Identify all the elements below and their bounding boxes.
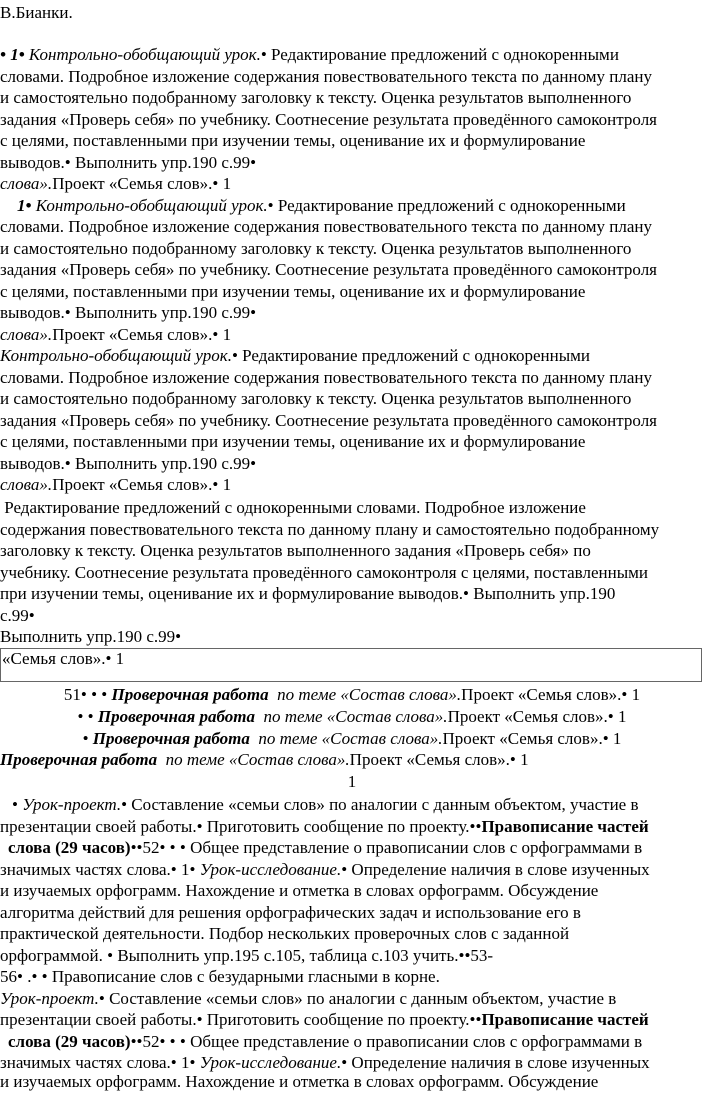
project-1-line-4: значимых частях слова.• 1• Урок-исследование.• Определение наличия в слове изученных (0, 859, 650, 879)
block-3-line-1: Контрольно-обобщающий урок.• Редактирование предложений с однокоренными (0, 346, 591, 365)
block-1-line-3: и самостоятельно подобранному заголовку к тексту. Оценка результатов выполненного (0, 88, 632, 107)
block-4-line-8: «Семья слов».• 1 (2, 648, 125, 668)
block-4-line-4: учебнику. Соотнесение результата проведённого самоконтроля с целями, поставленными (0, 562, 648, 582)
block-1-line-7: слова».Проект «Семья слов».• 1 (0, 174, 232, 193)
project-1-line-2: презентации своей работы.• Приготовить сообщение по проекту.••Правописание частей (0, 816, 649, 836)
block-2-line-1: 1• Контрольно-обобщающий урок.• Редактирование предложений с однокоренными (0, 195, 626, 215)
block-4-line-1: Редактирование предложений с однокоренными словами. Подробное изложение (0, 498, 586, 517)
block-4-line-3: заголовку к тексту. Оценка результатов выполненного задания «Проверь себя» по (0, 541, 591, 560)
block-4-line-7: Выполнить упр.190 с.99• (0, 627, 182, 646)
block-2-line-6: выводов.• Выполнить упр.190 с.99• (0, 303, 257, 322)
project-1-line-8: орфограммой. • Выполнить упр.195 с.105, таблица с.103 учить.••53- (0, 945, 494, 965)
author-line: В.Бианки. (0, 3, 73, 22)
project-2-line-5: и изучаемых орфограмм. Нахождение и отметка в словах орфограмм. Обсуждение (0, 1072, 599, 1091)
block-3-line-7: слова».Проект «Семья слов».• 1 (0, 475, 232, 494)
block-1-line-1: • 1• Контрольно-обобщающий урок.• Редактирование предложений с однокоренными (0, 45, 619, 64)
project-2-line-4: значимых частях слова.• 1• Урок-исследование.• Определение наличия в слове изученных (0, 1053, 650, 1072)
check-line-3: • Проверочная работа по теме «Состав слова».Проект «Семья слов».• 1 (82, 728, 622, 748)
block-1-line-2: словами. Подробное изложение содержания повествовательного текста по данному плану (0, 66, 652, 86)
project-1-line-1: • Урок-проект.• Составление «семьи слов» по аналогии с данным объектом, участие в (12, 795, 639, 814)
project-2-line-3: слова (29 часов)••52• • • Общее представление о правописании слов с орфограммами в (8, 1031, 643, 1051)
block-4-line-6: с.99• (0, 605, 35, 625)
empty-table-row (0, 648, 702, 682)
block-3-line-2: словами. Подробное изложение содержания повествовательного текста по данному плану (0, 367, 652, 387)
check-line-1: 51• • • Проверочная работа по теме «Состав слова».Проект «Семья слов».• 1 (63, 685, 641, 704)
project-1-line-6: алгоритма действий для решения орфографических задач и использование его в (0, 902, 581, 922)
block-1-line-6: выводов.• Выполнить упр.190 с.99• (0, 152, 257, 172)
block-2-line-5: с целями, поставленными при изучении темы, оценивание их и формулирование (0, 281, 586, 301)
project-2-line-2: презентации своей работы.• Приготовить сообщение по проекту.••Правописание частей (0, 1010, 649, 1029)
page-number-line: 1 (347, 771, 357, 791)
block-4-line-5: при изучении темы, оценивание их и формулирование выводов.• Выполнить упр.190 (0, 584, 616, 603)
block-3-line-4: задания «Проверь себя» по учебнику. Соотнесение результата проведённого самоконтроля (0, 410, 657, 430)
block-3-line-6: выводов.• Выполнить упр.190 с.99• (0, 453, 257, 473)
project-1-line-3: слова (29 часов)••52• • • Общее представление о правописании слов с орфограммами в (8, 838, 643, 857)
block-3-line-3: и самостоятельно подобранному заголовку к тексту. Оценка результатов выполненного (0, 389, 632, 408)
check-line-2: • • Проверочная работа по теме «Состав слова».Проект «Семья слов».• 1 (77, 707, 627, 726)
block-2-line-4: задания «Проверь себя» по учебнику. Соотнесение результата проведённого самоконтроля (0, 260, 657, 279)
block-2-line-7: слова».Проект «Семья слов».• 1 (0, 324, 232, 344)
block-1-line-4: задания «Проверь себя» по учебнику. Соотнесение результата проведённого самоконтроля (0, 109, 657, 129)
project-1-line-7: практической деятельности. Подбор нескольких проверочных слов с заданной (0, 924, 570, 943)
block-3-line-5: с целями, поставленными при изучении темы, оценивание их и формулирование (0, 432, 586, 451)
block-4-line-2: содержания повествовательного текста по данному плану и самостоятельно подобранному (0, 519, 660, 539)
check-line-4: Проверочная работа по теме «Состав слова».Проект «Семья слов».• 1 (0, 750, 529, 769)
project-1-line-5: и изучаемых орфограмм. Нахождение и отметка в словах орфограмм. Обсуждение (0, 881, 599, 900)
block-1-line-5: с целями, поставленными при изучении темы, оценивание их и формулирование (0, 131, 586, 150)
block-2-line-3: и самостоятельно подобранному заголовку к тексту. Оценка результатов выполненного (0, 238, 632, 258)
block-2-line-2: словами. Подробное изложение содержания повествовательного текста по данному плану (0, 217, 652, 236)
project-2-line-1: Урок-проект.• Составление «семьи слов» по аналогии с данным объектом, участие в (0, 988, 617, 1008)
project-1-line-9: 56• .• • Правописание слов с безударными гласными в корне. (0, 967, 440, 986)
